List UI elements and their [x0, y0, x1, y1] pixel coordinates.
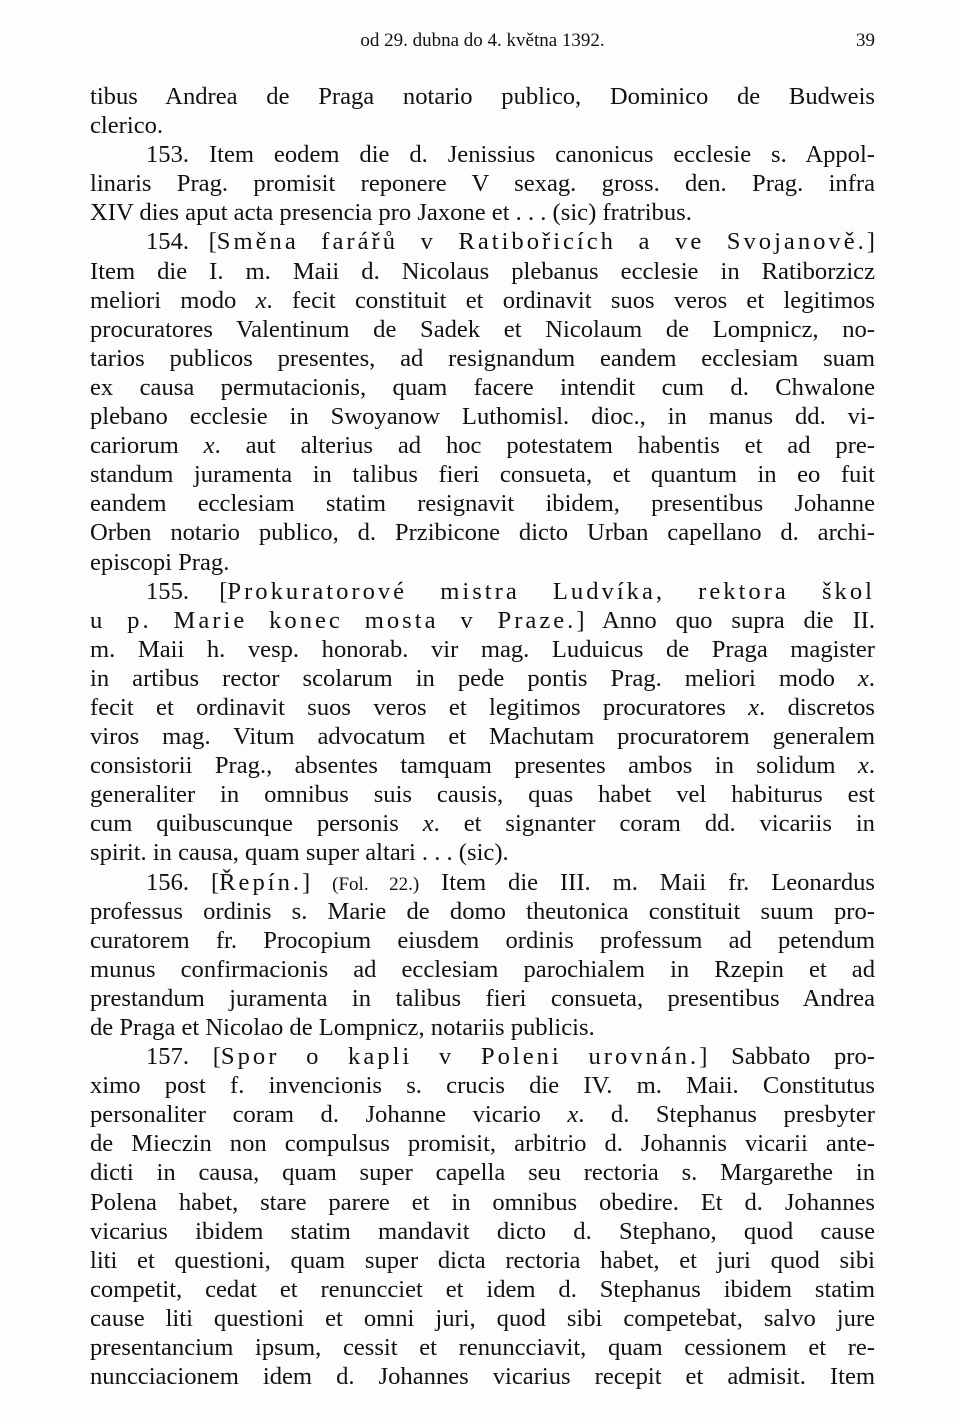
text-line: plebano ecclesie in Swoyanow Luthomisl. dioc., in manus dd. vi- — [90, 403, 875, 431]
text-line: munus confirmacionis ad ecclesiam parochialem in Rzepin et ad — [90, 955, 875, 983]
entry-heading: u p. Marie konec mosta v Praze. — [90, 606, 577, 634]
folio-reference: (Fol. 22.) — [332, 873, 420, 895]
body-text — [90, 82, 875, 1391]
entry-156: 156. [Řepín.] (Fol. 22.) Item die III. m. Maii fr. Leonardus — [146, 868, 875, 896]
text-line: consistorii Prag., absentes tamquam presentes ambos in solidum x. — [90, 752, 875, 780]
entry-heading: Spor o kapli v Poleni urovnán. — [220, 1043, 700, 1071]
page-number: 39 — [856, 30, 875, 51]
entry-heading: Řepín. — [219, 868, 303, 896]
running-head — [90, 30, 875, 56]
text-line: nuncciacionem idem d. Johannes vicarius recepit et admisit. Item — [90, 1363, 875, 1391]
text-line: fecit et ordinavit suos veros et legitimos procuratores x. discretos — [90, 693, 875, 721]
text-line: Orben notario publico, d. Przibicone dicto Urban capellano d. archi- — [90, 519, 875, 547]
text-line: de Praga et Nicolao de Lompnicz, notariis publicis. — [90, 1014, 595, 1041]
text-line: linaris Prag. promisit reponere V sexag. gross. den. Prag. infra — [90, 170, 875, 198]
text-line: tarios publicos presentes, ad resignandum eandem ecclesiam suam — [90, 344, 875, 372]
text-line: m. Maii h. vesp. honorab. vir mag. Luduicus de Praga magister — [90, 635, 875, 663]
text-line: clerico. — [90, 112, 164, 140]
running-title: od 29. dubna do 4. května 1392. — [360, 30, 605, 51]
text-line: dicti in causa, quam super capella seu rectoria s. Margarethe in — [90, 1159, 875, 1187]
text-line: ximo post f. invencionis s. crucis die IV. m. Maii. Constitutus — [90, 1072, 875, 1100]
entry-155: 155. [Prokuratorové mistra Ludvíka, rektora škol — [146, 577, 875, 605]
text-line: vicarius ibidem statim mandavit dicto d. Stephano, quod cause — [90, 1217, 875, 1245]
entry-heading: Prokuratorové mistra Ludvíka, rektora škol — [227, 577, 875, 605]
text-line: cause liti questioni et omni juri, quod sibi competebat, salvo jure — [90, 1304, 875, 1332]
text-line: personaliter coram d. Johanne vicario x. d. Stephanus presbyter — [90, 1101, 875, 1129]
text-line: viros mag. Vitum advocatum et Machutam procuratorem generalem — [90, 723, 875, 751]
text-line: XIV dies aput acta presencia pro Jaxone et . . . (sic) fratribus. — [90, 199, 692, 227]
text-line: curatorem fr. Procopium eiusdem ordinis professum ad petendum — [90, 926, 875, 954]
text-line: in artibus rector scolarum in pede pontis Prag. meliori modo x. — [90, 664, 875, 692]
text-line: meliori modo x. fecit constituit et ordinavit suos veros et legitimos — [90, 286, 875, 314]
text-line: Polena habet, stare parere et in omnibus obedire. Et d. Johannes — [90, 1188, 875, 1216]
text-line: spirit. in causa, quam super altari . . . (sic). — [90, 839, 509, 867]
text-line: ex causa permutacionis, quam facere intendit cum d. Chwalone — [90, 373, 875, 401]
entry-153: 153. Item eodem die d. Jenissius canonicus ecclesie s. Appol- — [146, 141, 875, 169]
text-line: de Mieczin non compulsus promisit, arbitrio d. Johannis vicarii ante- — [90, 1130, 875, 1158]
text-line: eandem ecclesiam statim resignavit ibidem, presentibus Johanne — [90, 490, 875, 518]
text-line: tibus Andrea de Praga notario publico, Dominico de Budweis — [90, 83, 875, 110]
entry-157: 157. [Spor o kapli v Poleni urovnán.] Sabbato pro- — [146, 1043, 875, 1071]
text-line: professus ordinis s. Marie de domo theutonica constituit suum pro- — [90, 897, 875, 925]
text-line: prestandum juramenta in talibus fieri consueta, presentibus Andrea — [90, 984, 875, 1012]
text-line: presentancium ipsum, cessit et renuncciavit, quam cessionem et re- — [90, 1334, 875, 1362]
text-line: episcopi Prag. — [90, 548, 230, 576]
text-line: competit, cedat et renuncciet et idem d. Stephanus ibidem statim — [90, 1275, 875, 1303]
text-line: generaliter in omnibus suis causis, quas habet vel habiturus est — [90, 781, 875, 809]
text-line: cum quibuscunque personis x. et signanter coram dd. vicariis in — [90, 810, 875, 838]
text-line: standum juramenta in talibus fieri consueta, et quantum in eo fuit — [90, 461, 875, 489]
text-line: liti et questioni, quam super dicta rectoria habet, et juri quod sibi — [90, 1246, 875, 1274]
text-line: u p. Marie konec mosta v Praze.] Anno quo supra die II. — [90, 606, 875, 634]
text-line: Item die I. m. Maii d. Nicolaus plebanus ecclesie in Ratiborzicz — [90, 257, 875, 285]
entry-154: 154. [Směna farářů v Ratibořicích a ve Svojanově.] — [146, 228, 875, 256]
text-line: procuratores Valentinum de Sadek et Nicolaum de Lompnicz, no- — [90, 315, 875, 343]
entry-heading: Směna farářů v Ratibořicích a ve Svojanově. — [216, 228, 867, 256]
text-line: cariorum x. aut alterius ad hoc potestatem habentis et ad pre- — [90, 432, 875, 460]
